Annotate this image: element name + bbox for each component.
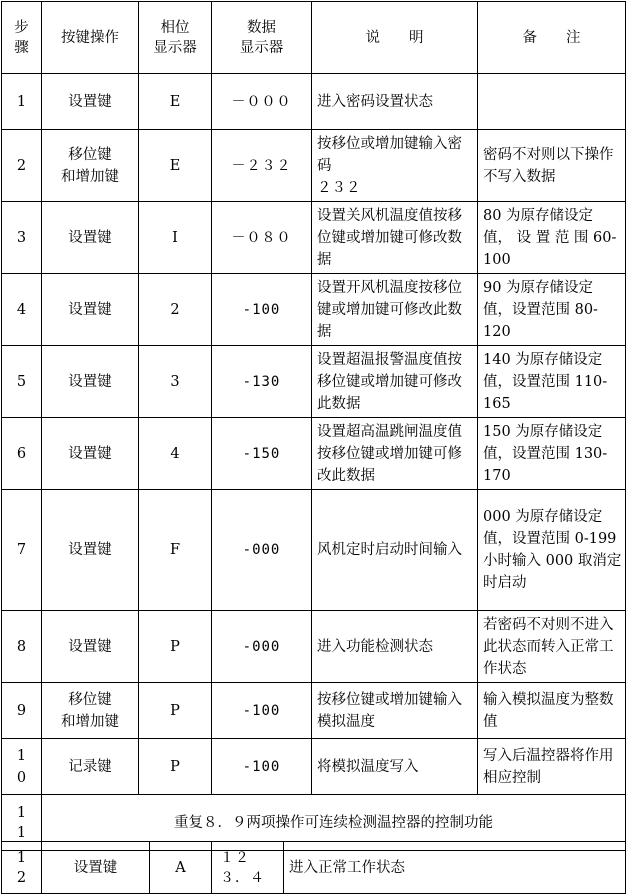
key-cell: 设置键	[42, 202, 139, 274]
data-cell: １２ ３．４	[212, 842, 284, 894]
note-cell: 密码不对则以下操作不写入数据	[478, 130, 626, 202]
description-cell: 设置关风机温度值按移位键或增加键可修改数据	[312, 202, 478, 274]
header-phase-display	[139, 2, 212, 74]
note-cell: 80 为原存储设定值， 设 置 范 围 60-100	[478, 202, 626, 274]
key-cell: 设置键	[42, 274, 139, 346]
description-cell: 进入密码设置状态	[312, 74, 478, 130]
table-row	[2, 611, 626, 683]
table-row	[2, 202, 626, 274]
note-cell: 150 为原存储设定值，设置范围 130-170	[478, 418, 626, 490]
phase-cell: 2	[139, 274, 212, 346]
header-step: 步骤	[2, 2, 42, 74]
description-cell: 进入功能检测状态	[312, 611, 478, 683]
step-cell: 1 0	[2, 739, 42, 795]
description-cell: 按移位键或增加键输入模拟温度	[312, 683, 478, 739]
note-cell: 写入后温控器将作用相应控制	[478, 739, 626, 795]
header-phase-line2: 显示器	[153, 39, 197, 56]
phase-cell: E	[139, 74, 212, 130]
phase-cell: F	[139, 490, 212, 611]
data-cell: -130	[212, 346, 312, 418]
table-row	[2, 739, 626, 795]
phase-cell: E	[139, 130, 212, 202]
note-cell: 输入模拟温度为整数值	[478, 683, 626, 739]
header-phase-line1: 相位	[160, 19, 190, 36]
data-cell: -000	[212, 611, 312, 683]
key-cell: 设置键	[42, 346, 139, 418]
step-cell: 3	[2, 202, 42, 274]
note-cell: 若密码不对则不进入此状态而转入正常工作状态	[478, 611, 626, 683]
note-cell	[478, 74, 626, 130]
description-cell: 将模拟温度写入	[312, 739, 478, 795]
key-cell: 移位键 和增加键	[42, 130, 139, 202]
key-cell: 移位键 和增加键	[42, 683, 139, 739]
table-row	[2, 130, 626, 202]
data-cell: -000	[212, 490, 312, 611]
description-cell: 风机定时启动时间输入	[312, 490, 478, 611]
table-row	[2, 683, 626, 739]
step-cell: 4	[2, 274, 42, 346]
note-cell: 90 为原存储设定值，设置范围 80-120	[478, 274, 626, 346]
key-cell: 记录键	[42, 739, 139, 795]
phase-cell: P	[139, 683, 212, 739]
procedure-table-last-row	[1, 841, 626, 894]
procedure-table	[1, 1, 626, 851]
table-body	[2, 74, 626, 795]
table-row-12	[2, 842, 626, 894]
step-cell: 1	[2, 74, 42, 130]
key-cell: 设置键	[42, 490, 139, 611]
step-cell: 7	[2, 490, 42, 611]
step-cell: 2	[2, 130, 42, 202]
phase-cell: I	[139, 202, 212, 274]
table-row	[2, 74, 626, 130]
table-row	[2, 418, 626, 490]
data-cell: -100	[212, 683, 312, 739]
key-cell: 设置键	[42, 842, 150, 894]
step-cell: 1 2	[2, 842, 42, 894]
data-cell: －０００	[212, 74, 312, 130]
note-cell: 140 为原存储设定值，设置范围 110-165	[478, 346, 626, 418]
description-cell: 设置开风机温度按移位键或增加键可修改此数据	[312, 274, 478, 346]
data-cell: -100	[212, 739, 312, 795]
header-data-line1: 数据	[247, 19, 276, 36]
description-cell: 按移位或增加键输入密码 ２３２	[312, 130, 478, 202]
step-cell: 8	[2, 611, 42, 683]
data-cell: －０８０	[212, 202, 312, 274]
merged-description-cell: 重复８．９两项操作可连续检测温控器的控制功能	[42, 795, 626, 851]
phase-cell: 3	[139, 346, 212, 418]
note-cell: 000 为原存储设定值，设置范围 0-199 小时输入 000 取消定时启动	[478, 490, 626, 611]
data-cell: －２３２	[212, 130, 312, 202]
phase-cell: A	[150, 842, 212, 894]
description-cell: 设置超高温跳闸温度值按移位键或增加键可修改此数据	[312, 418, 478, 490]
data-cell: -150	[212, 418, 312, 490]
description-cell: 进入正常工作状态	[284, 842, 626, 894]
table-row	[2, 274, 626, 346]
data-cell: -100	[212, 274, 312, 346]
phase-cell: 4	[139, 418, 212, 490]
key-cell: 设置键	[42, 74, 139, 130]
header-description: 说 明	[312, 2, 478, 74]
phase-cell: P	[139, 611, 212, 683]
key-cell: 设置键	[42, 418, 139, 490]
step-cell: 6	[2, 418, 42, 490]
header-data-line2: 显示器	[239, 39, 284, 56]
phase-cell: P	[139, 739, 212, 795]
description-cell: 设置超温报警温度值按移位键或增加键可修改此数据	[312, 346, 478, 418]
header-row	[2, 2, 626, 74]
step-cell: 1 1	[2, 795, 42, 851]
header-note: 备 注	[478, 2, 626, 74]
key-cell: 设置键	[42, 611, 139, 683]
header-key-operation: 按键操作	[42, 2, 139, 74]
table-row	[2, 490, 626, 611]
step-cell: 9	[2, 683, 42, 739]
step-cell: 5	[2, 346, 42, 418]
table-row	[2, 346, 626, 418]
header-data-display	[212, 2, 312, 74]
